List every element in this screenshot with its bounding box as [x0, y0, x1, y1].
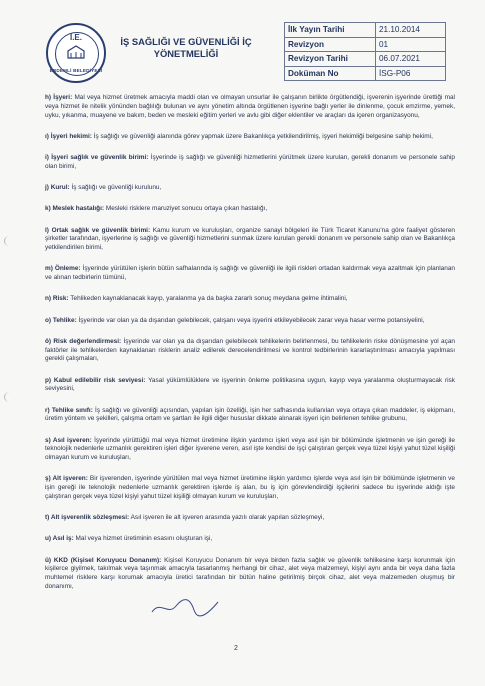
- document-title: İŞ SAĞLIĞI VE GÜVENLİĞİ İÇ YÖNETMELİĞİ: [120, 36, 252, 59]
- meta-label: Doküman No: [285, 66, 376, 81]
- definition-item: [45, 557, 455, 592]
- definition-item: [45, 227, 455, 253]
- definition-term: ö) Risk değerlendirmesi:: [45, 337, 122, 345]
- definition-text: Kamu kurum ve kuruluşları, organize sanayi bölgeleri ile Türk Ticaret Kanunu'na göre faaliyet gösteren şirketler tarafından, işyerlerine iş sağlığı ve güvenliği hizmetlerini sunmak üzere kurulan gerekli donanım ve personele sahip olan ve Bakanlıkça yetkilendirilen birimi,: [45, 226, 455, 251]
- definition-item: [45, 317, 455, 326]
- definition-term: k) Meslek hastalığı:: [45, 205, 105, 213]
- definition-item: [45, 295, 455, 304]
- definition-term: p) Kabul edilebilir risk seviyesi:: [45, 376, 146, 384]
- definition-term: n) Risk:: [45, 295, 69, 303]
- definition-term: o) Tehlike:: [45, 316, 77, 324]
- definition-item: [45, 475, 455, 501]
- definition-text: Mal veya hizmet üretiminin esasını oluşturan işi,: [73, 535, 213, 543]
- meta-label: Revizyon: [285, 37, 376, 52]
- definition-text: İşyerinde iş sağlığı ve güvenliği hizmetlerini yürütmek üzere kurulan, gerekli donanım ve personele sahip olan birimi,: [45, 154, 455, 170]
- document-header: [44, 22, 452, 84]
- definition-text: İşyerinde yürütülen işlerin bütün safhalarında iş sağlığı ve güvenliği ile ilgili riskleri ortadan kaldırmak veya azaltmak için planlanan ve alınan tedbirlerin tümünü,: [45, 265, 456, 281]
- punch-hole-mark: [4, 236, 15, 246]
- definition-item: [45, 94, 455, 120]
- definition-text: İş sağlığı ve güvenliği kurulunu,: [69, 184, 162, 191]
- meta-row: [285, 37, 446, 52]
- definition-term: l) Ortak sağlık ve güvenlik birimi:: [45, 226, 151, 234]
- definition-item: [45, 407, 455, 425]
- definition-term: t) Alt işverenlik sözleşmesi:: [45, 514, 130, 521]
- definition-item: [45, 514, 455, 523]
- definition-text: Kişisel Koruyucu Donanım bir veya birden fazla sağlık ve güvenlik tehlikesine karşı korunmak için kişilerce giyilmek, takılmak veya taşınmak amacıyla tasarlanmış herhangi bir cihaz, alet veya malzemeyi, kişiyi aynı anda bir veya daha fazla muhtemel risklere karşı korumak amacıyla üretici tarafından bir bütün haline getirilmiş birçok cihaz, alet veya malzemeden oluşmuş bir donanımı,: [45, 556, 456, 590]
- definition-text: Asıl işveren ile alt işveren arasında yazılı olarak yapılan sözleşmeyi,: [129, 514, 325, 521]
- handwritten-signature: [150, 596, 220, 618]
- municipality-logo: [46, 23, 106, 83]
- punch-hole-mark: [4, 392, 15, 402]
- definition-item: [45, 377, 455, 395]
- definition-text: İşyerinde var olan ya da dışarıdan gelebilecek tehlikelerin belirlenmesi, bu tehlikelerin riske dönüşmesine yol açan faktörler ile tehlikelerden kaynaklanan risklerin analiz edilerek derecelendirilmesi ve kontrol tedbirlerinin kararlaştırılması amacıyla yapılması gerekli çalışmaları,: [45, 337, 455, 363]
- definition-term: m) Önleme:: [45, 265, 81, 273]
- meta-row: [285, 23, 446, 38]
- definition-item: [45, 133, 455, 142]
- definition-item: [45, 265, 455, 283]
- definition-term: h) İşyeri:: [45, 94, 73, 101]
- definitions-list: [45, 94, 455, 604]
- definition-item: [45, 154, 455, 172]
- definition-text: Mal veya hizmet üretmek amacıyla maddi olan ve olmayan unsurlar ile çalışanın birlikte örgütlendiği, işverenin işyerinde ürettiği mal veya hizmet ile nitelik yönünden bağlılığı bulunan ve aynı yönetim altında örgütlenen işyerine bağlı yerler ile dinlenme, çocuk emzirme, yemek, uyku, yıkanma, muayene ve bakım, beden ve mesleki eğitim yerleri ve avlu gibi diğer eklentiler ve araçları da içeren organizasyonu,: [45, 94, 455, 119]
- definition-term: j) Kurul:: [45, 184, 70, 191]
- definition-term: ş) Alt işveren:: [45, 475, 88, 483]
- definition-item: [45, 205, 455, 214]
- definition-text: İş sağlığı ve güvenliği alanında görev yapmak üzere Bakanlıkça yetkilendirilmiş, işyeri hekimliği belgesine sahip hekimi,: [91, 132, 433, 140]
- definition-term: ü) KKD (Kişisel Koruyucu Donanım):: [45, 556, 162, 564]
- logo-emblem-icon: [67, 45, 85, 59]
- meta-value: 21.10.2014: [376, 23, 446, 38]
- meta-value: İSG-P06: [376, 66, 446, 81]
- definition-term: ı) İşyeri hekimi:: [45, 132, 92, 140]
- definition-text: İşyerinde var olan ya da dışarıdan gelebilecek, çalışanı veya işyerini etkileyebilecek zarar veya hasar verme potansiyelini,: [76, 316, 425, 324]
- definition-text: Mesleki risklere maruziyet sonucu ortaya çıkan hastalığı,: [104, 205, 268, 213]
- definition-term: i) İşyeri sağlık ve güvenlik birimi:: [45, 154, 149, 161]
- meta-value: 06.07.2021: [376, 52, 446, 67]
- definition-item: [45, 338, 455, 364]
- definition-item: [45, 535, 455, 544]
- logo-initials: İ.E.: [69, 33, 82, 42]
- document-meta-table: [284, 22, 446, 81]
- definition-text: İş sağlığı ve güvenliği açısından, yapılan işin özelliği, işin her safhasında kullanılan veya ortaya çıkan maddeler, iş ekipmanı, üretim yöntem ve şekilleri, çalışma ortam ve şartları ile ilgili diğer hususlar dikkate alınarak işyeri için belirlenen tehlike grubunu,: [45, 406, 455, 423]
- definition-text: Tehlikeden kaynaklanacak kayıp, yaralanma ya da başka zararlı sonuç meydana gelme ihtimalini,: [68, 295, 348, 303]
- meta-value: 01: [376, 37, 446, 52]
- page-number: 2: [234, 645, 238, 652]
- definition-term: s) Asıl işveren:: [45, 436, 92, 444]
- logo-ring-text: ERDEMLİ BELEDİYESİ: [49, 68, 103, 73]
- definition-text: Bir işverenden, işyerinde yürütülen mal veya hizmet üretimine ilişkin yardımcı işlerde veya asıl işin bir bölümünde işletmenin ve işin gereği ile teknolojik nedenlerle uzmanlık gerektiren işlerde iş alan, bu iş için görevlendirdiği işçilerini sadece bu işyerinde aldığı işte çalıştıran gerçek veya tüzel kişiyi yahut tüzel kişiliği olmayan kurum ve kuruluşları,: [45, 475, 455, 500]
- definition-term: r) Tehlike sınıfı:: [45, 406, 93, 414]
- definition-term: u) Asıl iş:: [45, 535, 74, 543]
- meta-label: Revizyon Tarihi: [285, 52, 376, 67]
- definition-item: [45, 184, 455, 193]
- meta-label: İlk Yayın Tarihi: [285, 23, 376, 38]
- definition-item: [45, 437, 455, 463]
- definition-text: İşyerinde yürüttüğü mal veya hizmet üretimine ilişkin yardımcı işleri veya asıl işin bir bölümünde işletmenin ve işin gereği ile teknolojik nedenlerle uzmanlık gerektiren işleri diğer işverene veren, asıl işte kendisi de işçi çalıştıran gerçek veya tüzel kişiyi yahut tüzel kişiliği olmayan kurum ve kuruluşları,: [45, 436, 455, 461]
- definition-text: Yasal yükümlülüklere ve işyerinin önleme politikasına uygun, kayıp veya yaralanma oluşturmayacak risk seviyesini,: [45, 376, 455, 393]
- meta-row: [285, 52, 446, 67]
- meta-row: [285, 66, 446, 81]
